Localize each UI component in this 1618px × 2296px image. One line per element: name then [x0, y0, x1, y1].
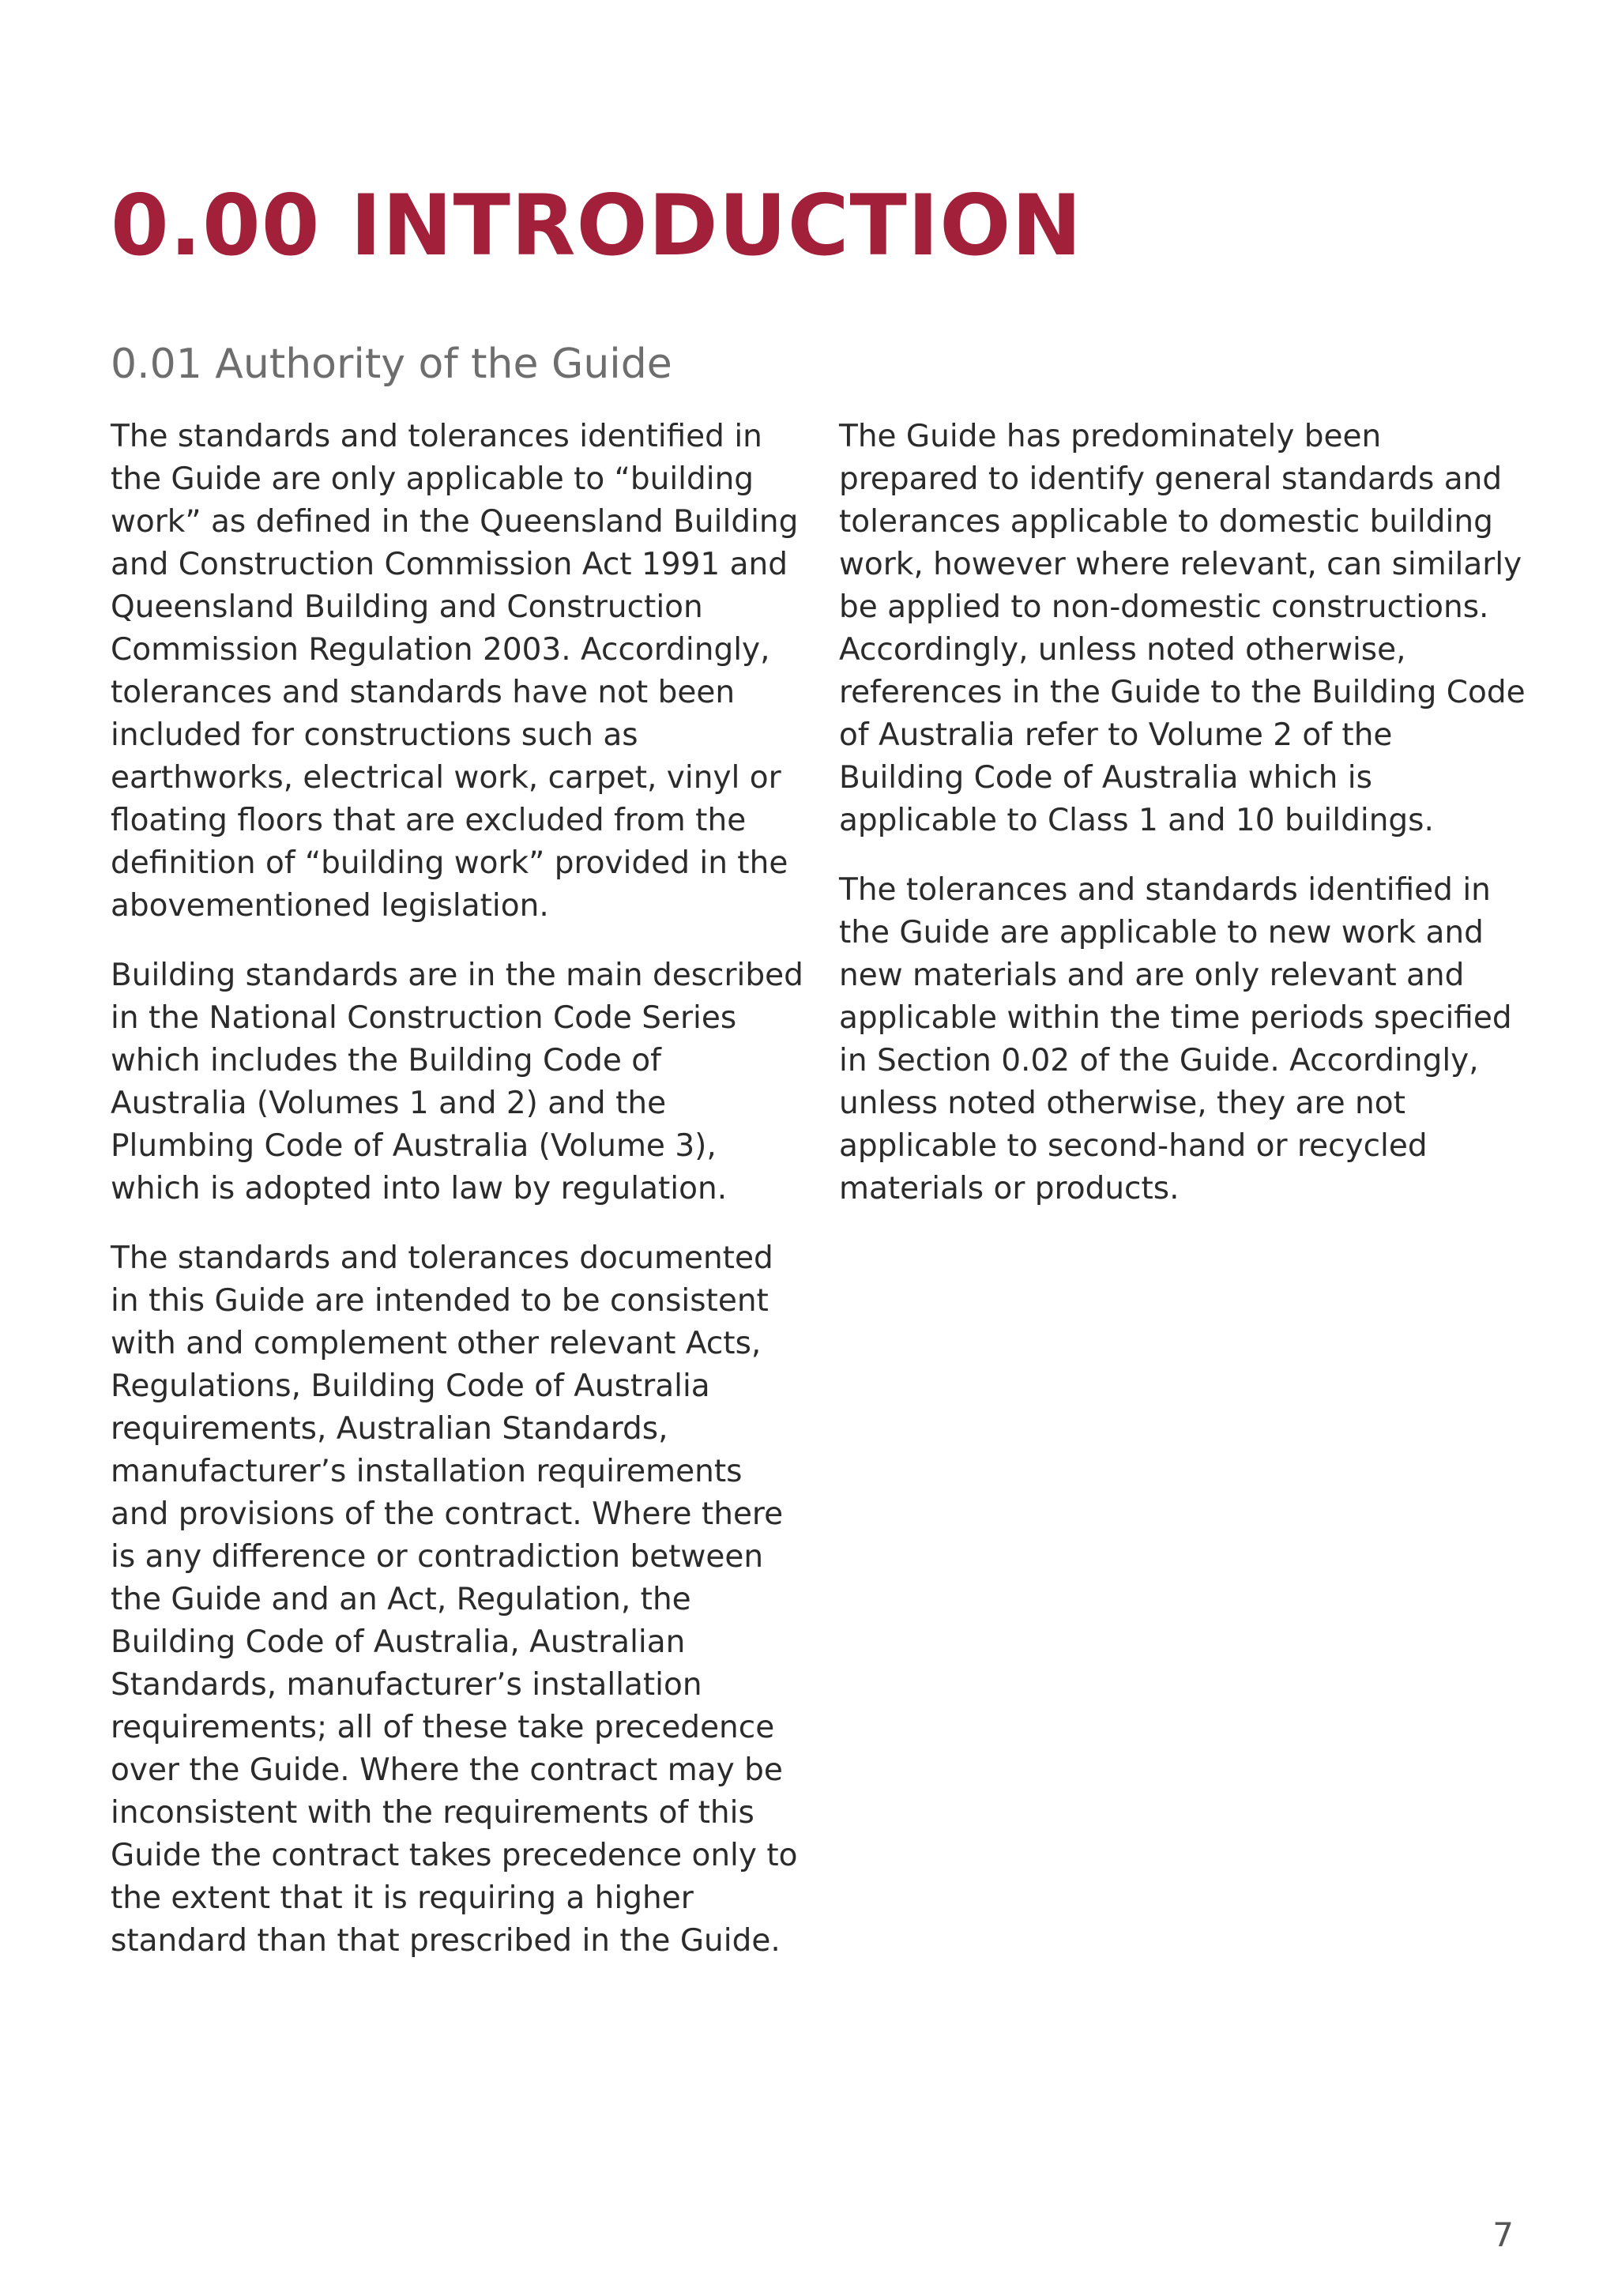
- paragraph: Building standards are in the main described in the National Construction Code Series which includes the Building Code of Australia (Volumes 1 and 2) and the Plumbing Code of Australia (Volume 3), which is adopted into law by regulation.: [111, 958, 803, 1206]
- paragraph: The standards and tolerances documented in this Guide are intended to be consistent with and complement other relevant Acts, Regulations, Building Code of Australia requirements, Australian Standards, manufacturer’s installation requirements and provisions of the contract. Where there is any difference or contradiction between the Guide and an Act, Regulation, the Building Code of Australia, Australian Standards, manufacturer’s installation requirements; all of these take precedence over the Guide. Where the contract may be inconsistent with the requirements of this Guide the contract takes precedence only to the extent that it is requiring a higher standard than that prescribed in the Guide.: [111, 1240, 798, 1959]
- paragraph: The standards and tolerances identified in the Guide are only applicable to “building work” as defined in the Queensland Building and Construction Commission Act 1991 and Queensland Building and Construction Commission Regulation 2003. Accordingly, tolerances and standards have not been included for constructions such as earthworks, electrical work, carpet, vinyl or floating floors that are excluded from the definition of “building work” provided in the abovementioned legislation.: [111, 419, 799, 924]
- paragraph: The Guide has predominately been prepared to identify general standards and tolerances applicable to domestic building work, however where relevant, can similarly be applied to non-domestic constructions. Accordingly, unless noted otherwise, references in the Guide to the Building Code of Australia refer to Volume 2 of the Building Code of Australia which is applicable to Class 1 and 10 buildings.: [839, 419, 1526, 838]
- right-column: [839, 416, 1526, 1237]
- page-title: 0.00 INTRODUCTION: [111, 177, 1083, 274]
- left-column: [111, 416, 806, 1989]
- page-number: 7: [1492, 2215, 1514, 2254]
- section-heading: 0.01 Authority of the Guide: [111, 341, 672, 388]
- paragraph: The tolerances and standards identified in the Guide are applicable to new work and new materials and are only relevant and applicable within the time periods specified in Section 0.02 of the Guide. Accordingly, unless noted otherwise, they are not applicable to second-hand or recycled materials or products.: [839, 872, 1512, 1206]
